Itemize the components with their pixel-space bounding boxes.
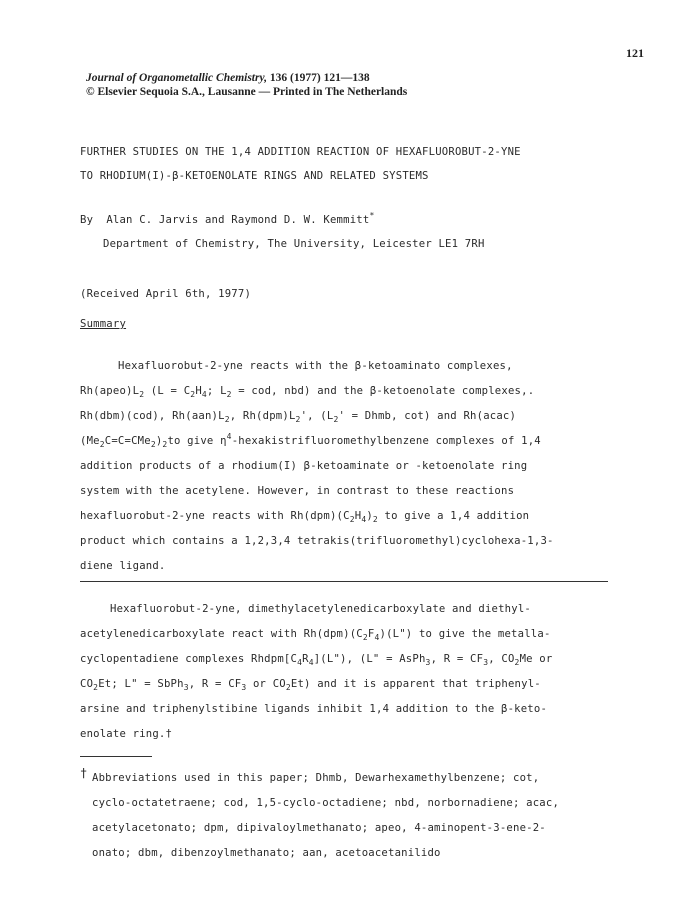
summary-line-9: diene ligand. [80,560,166,572]
body-line-3: cyclopentadiene complexes $Rhdpm[C_4R_4](L")$, (L" = AsPh$_3$, $R = CF_3$, $CO_2Me$ or [80,653,553,667]
journal-volume: 136 (1977) 121—138 [269,72,370,84]
authors-line [80,211,375,226]
page-number: 121 [626,46,644,60]
body-line-1: Hexafluorobut-2-yne, dimethylacetylenedicarboxylate and diethyl- [110,603,531,615]
summary-heading: Summary [80,318,127,330]
footnote-mark: † [80,766,88,780]
journal-name: Journal of Organometallic Chemistry, [86,72,268,84]
summary-divider [80,581,608,582]
footnote-divider [80,756,152,757]
summary-line-8: product which contains a 1,2,3,4 tetrakis(trifluoromethyl)cyclohexa-1,3- [80,535,554,547]
summary-line-5: addition products of a rhodium(I) β-ketoaminate or -ketoenolate ring [80,460,528,472]
body-line-5: arsine and triphenylstibine ligands inhibit 1,4 addition to the β-keto- [80,703,548,715]
body-line-2: acetylenedicarboxylate react with $Rh(dpm)(C_2F_4)(L")$ to give the metalla- [80,628,551,642]
title-line-1: FURTHER STUDIES ON THE 1,4 ADDITION REACTION OF HEXAFLUOROBUT-2-YNE [80,146,521,158]
summary-line-6: system with the acetylene. However, in contrast to these reactions [80,485,515,497]
summary-line-4: $(Me_2C=C=CMe_2)_2to$ give $\eta^4$-hexakistrifluoromethylbenzene complexes of 1,4 [80,432,541,449]
title-line-2: TO RHODIUM(I)-β-KETOENOLATE RINGS AND RELATED SYSTEMS [80,170,429,182]
summary-line-2: $Rh(apeo)L_2$ ($L = C_2H_4$; $L_2$ = cod, nbd) and the β-ketoenolate complexes,. [80,385,535,399]
body-line-6: enolate ring.† [80,728,173,740]
corresponding-author-mark: * [369,211,375,220]
journal-citation [86,72,370,84]
authors-names: Alan C. Jarvis and Raymond D. W. Kemmitt [106,214,370,226]
footnote-line-3: acetylacetonato; dpm, dipivaloylmethanato; apeo, 4-aminopent-3-ene-2- [92,822,546,834]
footnote-line-4: onato; dbm, dibenzoylmethanato; aan, acetoacetanilido [92,847,441,859]
body-line-4: $CO_2Et$; L" = SbPh$_3$, $R = CF_3$ or $CO_2Et$) and it is apparent that triphenyl- [80,678,541,692]
footnote-line-2: cyclo-octatetraene; cod, 1,5-cyclo-octadiene; nbd, norbornadiene; acac, [92,797,560,809]
summary-line-1: Hexafluorobut-2-yne reacts with the β-ketoaminato complexes, [118,360,513,372]
summary-line-7: hexafluorobut-2-yne reacts with $Rh(dpm)(C_2H_4)_2$ to give a 1,4 addition [80,510,530,524]
affiliation: Department of Chemistry, The University, Leicester LE1 7RH [103,238,485,250]
summary-line-3: Rh(dbm)(cod), $Rh(aan)L_2$, $Rh(dpm)L_2'$, ($L_2'$ = Dhmb, cot) and Rh(acac) [80,410,517,424]
received-date: (Received April 6th, 1977) [80,288,252,300]
footnote-line-1: Abbreviations used in this paper; Dhmb, Dewarhexamethylbenzene; cot, [92,772,540,784]
authors-prefix: By [80,214,94,226]
copyright-line: © Elsevier Sequoia S.A., Lausanne — Printed in The Netherlands [86,86,408,98]
